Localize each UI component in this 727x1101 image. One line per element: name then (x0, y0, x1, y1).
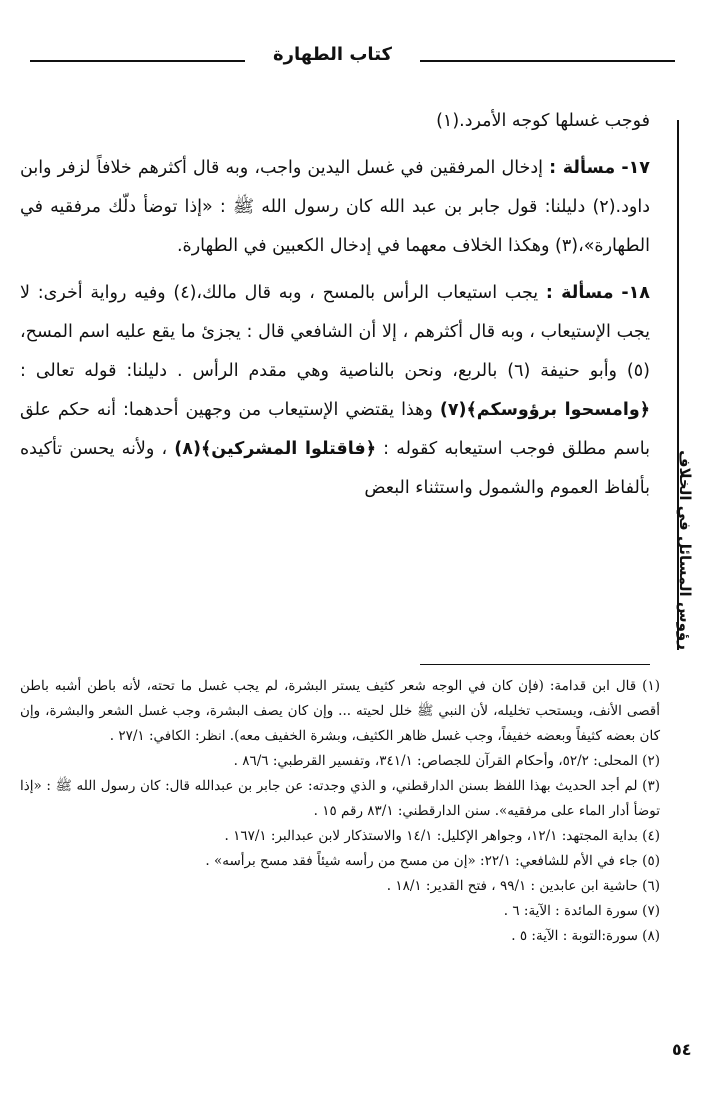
page-number: ٥٤ (672, 1040, 692, 1059)
main-text (20, 102, 650, 516)
footnote: (٦) حاشية ابن عابدين : ٩٩/١ ، فتح القدير: ١٨/١ . (386, 878, 660, 894)
issue-18-text-b: وهذا يقتضي الإستيعاب من وجهين أحدهما: أنه حكم علق باسم مطلق فوجب استيعابه كقوله : (20, 400, 650, 459)
issue-18-text-a: يجب استيعاب الرأس بالمسح ، وبه قال مالك،(٤) وفيه رواية أخرى: لا يجب الإستيعاب ، وبه قال أكثرهم ، إلا أن الشافعي قال : يجزئ ما يقع عليه اسم المسح،(٥) وأبو حنيفة (٦) بالربع، ونحن بالناصية وهي مقدم الرأس . دليلنا: قوله تعالى : (20, 283, 650, 381)
issue-17 (20, 149, 650, 266)
issue-17-label: مسألة : (549, 158, 616, 178)
header-rule-right (420, 60, 675, 62)
footnote-separator (420, 664, 650, 665)
side-running-title-text: رؤوس المسائل في الخلاف (676, 450, 695, 650)
footnotes (20, 674, 660, 949)
header-rule-left (30, 60, 245, 62)
footnote: (٣) لم أجد الحديث بهذا اللفظ بسنن الدارقطني، و الذي وجدته: عن جابر بن عبدالله قال: كان رسول الله ﷺ : «إذا توضأ أدار الماء على مرفقيه». سنن الدارقطني: ٨٣/١ رقم ١٥ . (20, 778, 660, 819)
footnote: (٥) جاء في الأم للشافعي: ٢٢/١: «إن من مسح من رأسه شيئاً فقد مسح برأسه» . (205, 853, 660, 869)
quran-quote-2: ﴿فاقتلوا المشركين﴾(٨) (174, 439, 376, 459)
issue-18-label: مسألة : (545, 283, 614, 303)
paragraph-continuation: فوجب غسلها كوجه الأمرد.(١) (436, 111, 650, 131)
footnote: (٤) بداية المجتهد: ١٢/١، وجواهر الإكليل: ١٤/١ والاستذكار لابن عبدالبر: ١٦٧/١ . (224, 828, 660, 844)
issue-18-text-c: ، ولأنه يحسن تأكيده بألفاظ العموم والشمول واستثناء البعض (20, 439, 650, 498)
issue-18-number: ١٨- (621, 283, 650, 303)
issue-17-text: إدخال المرفقين في غسل اليدين واجب، وبه قال أكثرهم خلافاً لزفر وابن داود.(٢) دليلنا: قول جابر بن عبد الله كان رسول الله ﷺ : «إذا توضأ دلّك مرفقيه في الطهارة»،(٣) وهكذا الخلاف معهما في إدخال الكعبين في الطهارة. (20, 158, 650, 256)
side-running-title (670, 450, 700, 650)
footnote: (١) قال ابن قدامة: (فإن كان في الوجه شعر كثيف يستر البشرة، لم يجب غسل ما تحته، لأنه باطن أشبه باطن أقصى الأنف، ويستحب تخليله، لأن النبي ﷺ خلل لحيته ... وإن كان يصف البشرة، وجب غسل الشعر والبشرة، وإن كان بعضه كثيفاً وبعضه خفيفاً، وجب غسل ظاهر الكثيف، وبشرة الخفيف معه). انظر: الكافي: ٢٧/١ . (20, 678, 660, 744)
footnote: (٧) سورة المائدة : الآية: ٦ . (503, 903, 660, 919)
footnote: (٨) سورة:التوبة : الآية: ٥ . (511, 928, 660, 944)
footnote: (٢) المحلى: ٥٢/٢، وأحكام القرآن للجصاص: ٣٤١/١، وتفسير القرطبي: ٨٦/٦ . (233, 753, 660, 769)
running-header-title: كتاب الطهارة (272, 44, 393, 65)
quran-quote-1: ﴿وامسحوا برؤوسكم﴾(٧) (439, 400, 650, 420)
issue-18 (20, 274, 650, 508)
issue-17-number: ١٧- (621, 158, 650, 178)
